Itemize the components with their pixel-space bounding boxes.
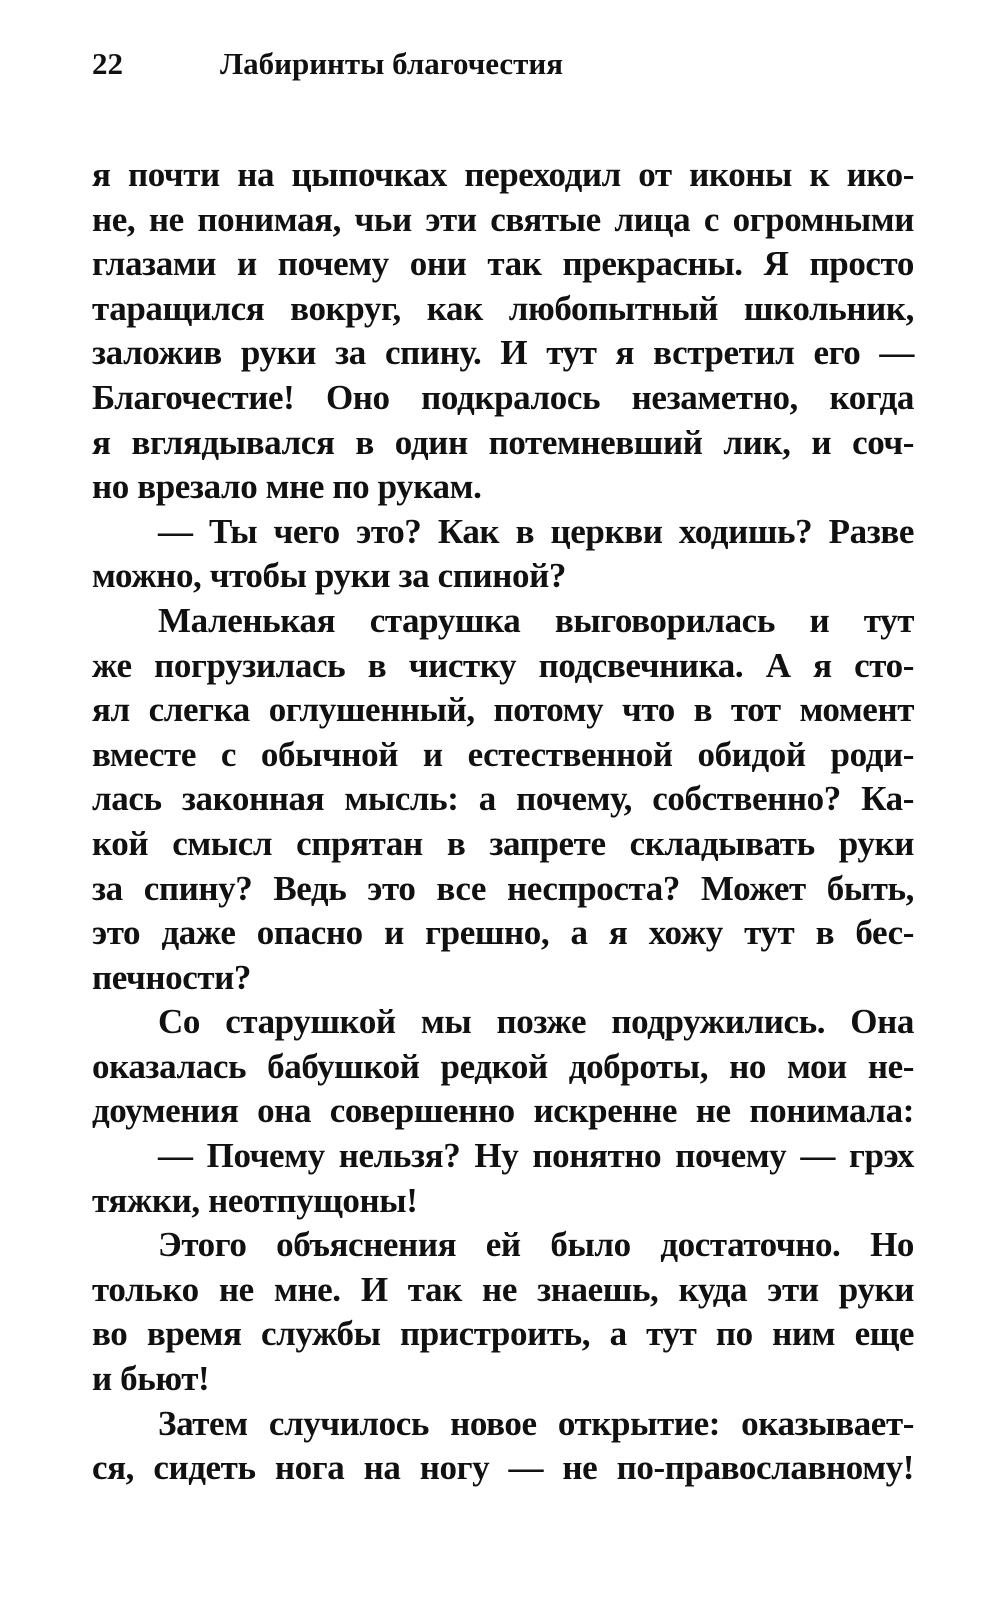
text-line: вместе с обычной и естественной обидой роди- (92, 734, 914, 774)
text-line: Благочестие! Оно подкралось незаметно, когда (92, 377, 914, 417)
text-line: заложив руки за спину. И тут я встретил его — (92, 333, 914, 373)
text-line: же погрузилась в чистку подсвечника. А я сто- (92, 645, 914, 685)
text-line: ся, сидеть нога на ногу — не по-православному! (92, 1448, 914, 1488)
text-line: доумения она совершенно искренне не понимала: (92, 1091, 914, 1131)
text-line: я вглядывался в один потемневший лик, и соч- (92, 422, 914, 462)
text-line: Со старушкой мы позже подружились. Она (158, 1002, 914, 1042)
text-line: и бьют! (92, 1359, 210, 1399)
running-header (92, 42, 892, 86)
text-line: Этого объяснения ей было достаточно. Но (158, 1225, 914, 1265)
text-line: Затем случилось новое открытие: оказывает- (158, 1403, 914, 1443)
text-line: — Ты чего это? Как в церкви ходишь? Разве (158, 511, 914, 551)
text-line: но врезало мне по рукам. (92, 467, 482, 507)
text-line: глазами и почему они так прекрасны. Я просто (92, 244, 914, 284)
text-line: — Почему нельзя? Ну понятно почему — грэх (158, 1136, 914, 1176)
text-line: таращился вокруг, как любопытный школьник, (92, 288, 914, 328)
text-line: Маленькая старушка выговорилась и тут (158, 600, 914, 640)
text-line: лась законная мысль: а почему, собственно? Ка- (92, 779, 914, 819)
body-text (92, 153, 914, 1491)
text-line: тяжки, неотпущоны! (92, 1180, 418, 1220)
text-line: можно, чтобы руки за спиной? (92, 556, 566, 596)
text-line: я почти на цыпочках переходил от иконы к ико- (92, 155, 914, 194)
text-line: во время службы пристроить, а тут по ним еще (92, 1314, 914, 1354)
text-line: за спину? Ведь это все неспроста? Может быть, (92, 868, 914, 908)
text-line: только не мне. И так не знаешь, куда эти руки (92, 1269, 914, 1309)
page-number: 22 (92, 46, 123, 81)
text-line: печности? (92, 957, 252, 997)
text-line: не, не понимая, чьи эти святые лица с огромными (92, 199, 914, 239)
text-line: это даже опасно и грешно, а я хожу тут в бес- (92, 913, 914, 953)
text-line: оказалась бабушкой редкой доброты, но мои не- (92, 1046, 914, 1086)
running-title: Лабиринты благочестия (220, 46, 563, 81)
text-line: ял слегка оглушенный, потому что в тот момент (92, 690, 914, 730)
text-line: кой смысл спрятан в запрете складывать руки (92, 823, 914, 863)
